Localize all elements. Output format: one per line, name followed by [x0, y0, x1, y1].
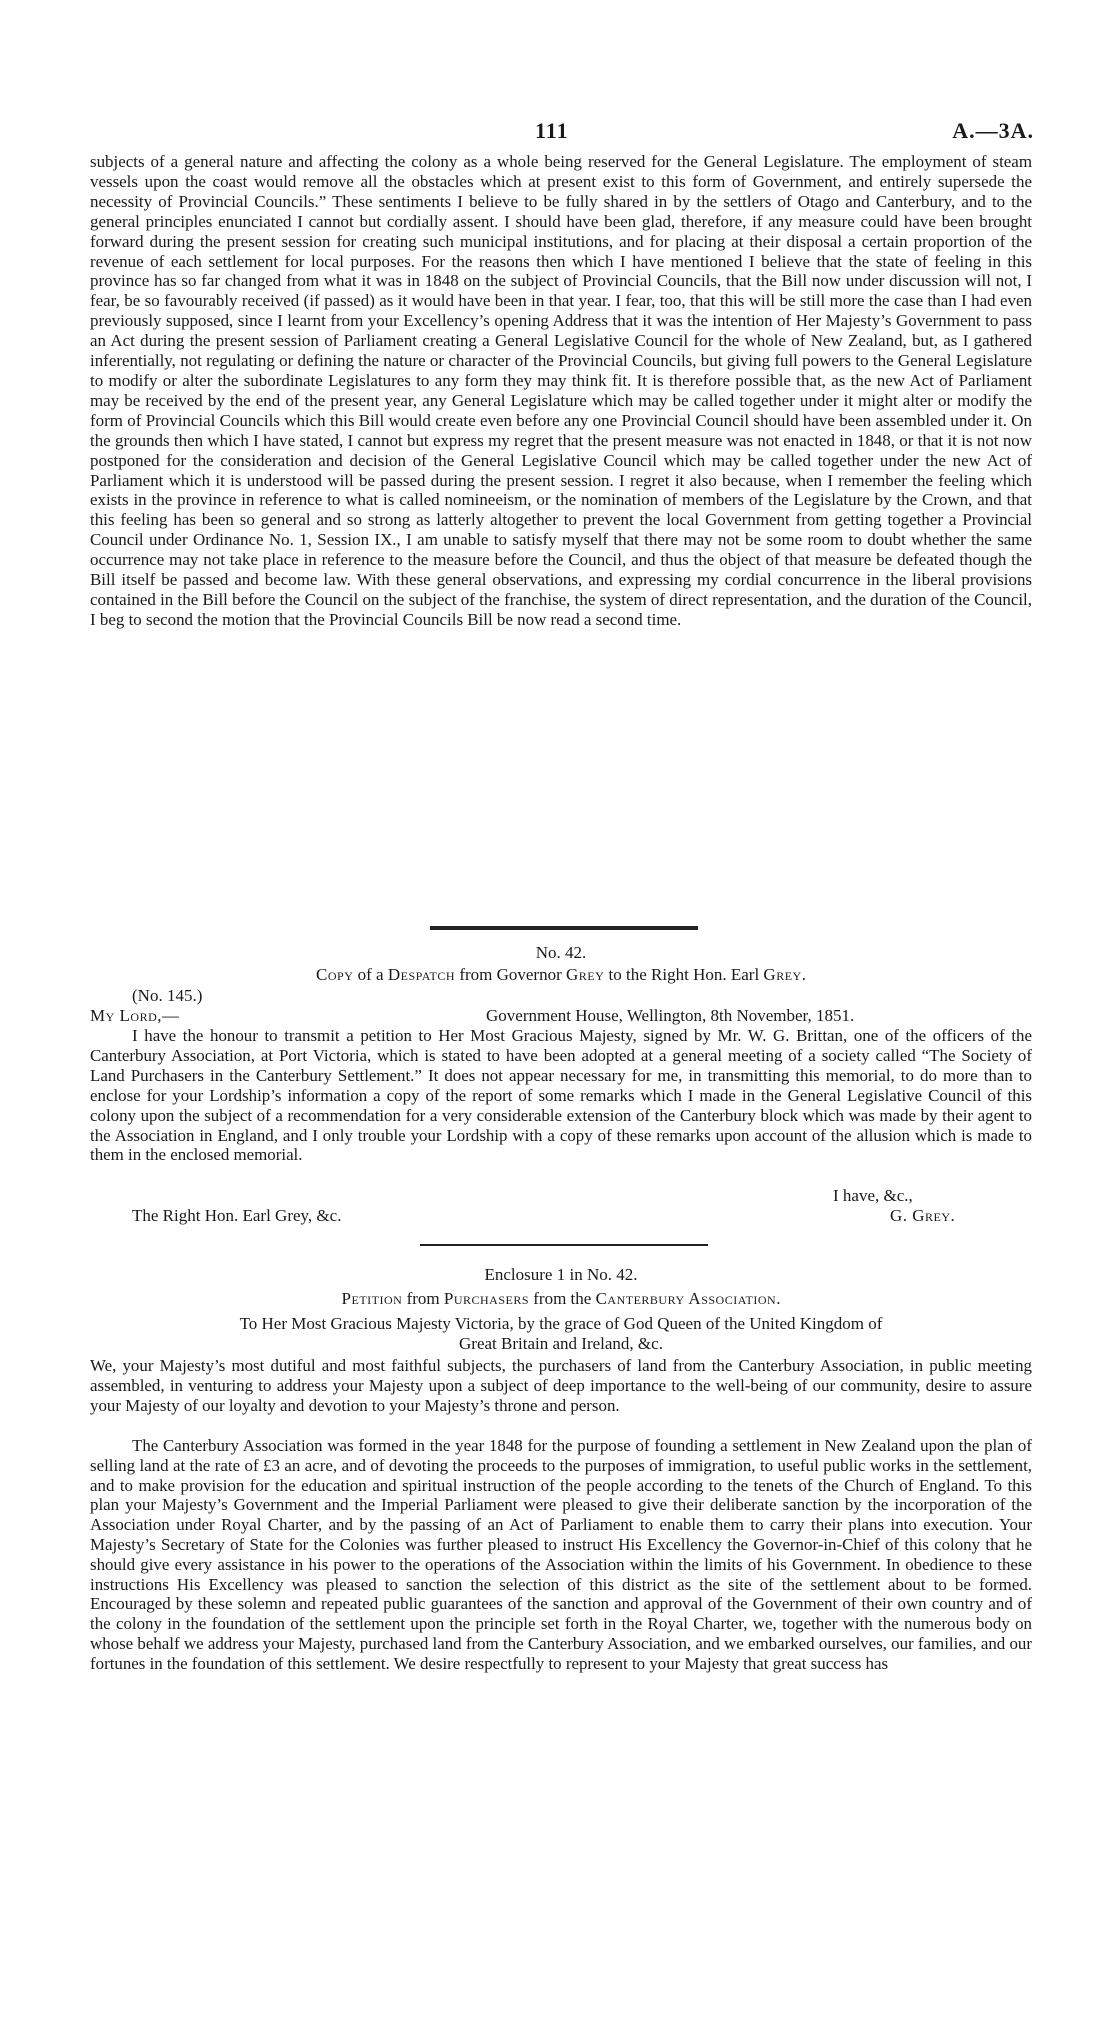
petition-paragraph-1: We, your Majesty’s most dutiful and most faithful subjects, the purchasers of land from the Canterbury Association, in public meeting assembled, in venturing to address your Majesty upon a subject of deep importance to the well-being of our community, desire to assure your Majesty of our loyalty and devotion to your Majesty’s throne and person.	[90, 1356, 1032, 1415]
section-divider-light	[420, 1244, 708, 1246]
enclosure-title-from: from	[402, 1289, 444, 1308]
enclosure-heading: Enclosure 1 in No. 42.	[484, 1265, 638, 1284]
enclosure-title-purchasers: Purchasers	[443, 1289, 530, 1308]
page-reference: A.—3A.	[952, 118, 1034, 143]
despatch-title-from: from Governor	[455, 965, 567, 984]
petition-address-line2: Great Britain and Ireland, &c.	[459, 1334, 663, 1353]
enclosure-title	[90, 1289, 1032, 1309]
despatch-title-copy: Copy	[316, 965, 354, 984]
page-number: 111	[535, 118, 569, 143]
enclosure-title-from-the: from the	[529, 1289, 596, 1308]
despatch-title-earl-grey: Grey	[763, 965, 802, 984]
section-divider-heavy	[430, 926, 698, 930]
despatch-addressee: The Right Hon. Earl Grey, &c.	[132, 1206, 342, 1225]
despatch-title-grey: Grey	[566, 965, 605, 984]
despatch-number: No. 42.	[535, 943, 587, 962]
despatch-ref: (No. 145.)	[132, 986, 203, 1005]
enclosure-title-end: .	[776, 1289, 781, 1308]
despatch-title-end: .	[801, 965, 806, 984]
despatch-body: I have the honour to transmit a petition to Her Most Gracious Majesty, signed by Mr. W. G. Brittan, one of the officers of the Canterbury Association, at Port Victoria, which is stated to have been adopted at a general meeting of a society called “The Society of Land Purchasers in the Canterbury Settlement.” It does not appear necessary for me, in transmitting this memorial, to do more than to enclose for your Lordship’s information a copy of the report of some remarks which I made in the General Legislative Council of this colony upon the subject of a recommendation for a very considerable extension of the Canterbury block which was made by their agent to the Association in England, and I only trouble your Lordship with a copy of these remarks upon account of the allusion which is made to them in the enclosed memorial.	[90, 1026, 1032, 1165]
despatch-signature: G. Grey.	[890, 1206, 956, 1225]
enclosure-title-association: Canterbury Association	[595, 1289, 777, 1308]
enclosure-title-petition: Petition	[341, 1289, 403, 1308]
despatch-title-of-a: of a	[353, 965, 388, 984]
despatch-place-date: Government House, Wellington, 8th November, 1851.	[486, 1006, 855, 1025]
despatch-closing: I have, &c.,	[833, 1186, 913, 1205]
petition-address-line1: To Her Most Gracious Majesty Victoria, by the grace of God Queen of the United Kingdom of	[239, 1314, 883, 1333]
continued-paragraph: subjects of a general nature and affecting the colony as a whole being reserved for the General Legislature. The employment of steam vessels upon the coast would remove all the obstacles which at present exist to this form of Government, and entirely supersede the necessity of Provincial Councils.” These sentiments I believe to be fully shared in by the settlers of Otago and Canterbury, and to the general principles enunciated I cannot but cordially assent. I should have been glad, therefore, if any measure could have been brought forward during the present session for creating such municipal institutions, and for placing at their disposal a certain proportion of the revenue of each settlement for local purposes. For the reasons then which I have mentioned I believe that the state of feeling in this province has so far changed from what it was in 1848 on the subject of Provincial Councils, that the Bill now under discussion will not, I fear, be so favourably received (if passed) as it would have been in that year. I fear, too, that this will be still more the case than I had even previously supposed, since I learnt from your Excellency’s opening Address that it was the intention of Her Majesty’s Government to pass an Act during the present session of Parliament creating a General Legislative Council for the whole of New Zealand, but, as I gathered inferentially, not regulating or defining the nature or character of the Provincial Councils, but giving full powers to the General Legislature to modify or alter the subordinate Legislatures to any form they may think fit. It is therefore possible that, as the new Act of Parliament may be received by the end of the present year, any General Legislature which may be called together under it might alter or modify the form of Provincial Councils which this Bill would create even before any one Provincial Council should have been assembled under it. On the grounds then which I have stated, I cannot but express my regret that the present measure was not enacted in 1848, or that it is not now postponed for the consideration and decision of the General Legislative Council which may be called together under the new Act of Parliament which it is understood will be passed during the present session. I regret it also because, when I remember the feeling which exists in the province in reference to what is called nomineeism, or the nomination of members of the Legislature by the Crown, and that this feeling has been so general and so strong as latterly altogether to prevent the local Government from getting together a Provincial Council under Ordinance No. 1, Session IX., I am unable to satisfy myself that there may not be some room to doubt whether the same occurrence may not take place in reference to the measure before the Council, and thus the object of that measure be defeated though the Bill itself be passed and become law. With these general observations, and expressing my cordial concurrence in the liberal provisions contained in the Bill before the Council on the subject of the franchise, the system of direct representation, and the duration of the Council, I beg to second the motion that the Provincial Councils Bill be now read a second time.	[90, 152, 1032, 629]
despatch-salutation: My Lord,—	[90, 1006, 180, 1025]
despatch-title	[90, 965, 1032, 985]
despatch-title-despatch: Despatch	[387, 965, 456, 984]
despatch-title-to: to the Right Hon. Earl	[604, 965, 764, 984]
petition-paragraph-2: The Canterbury Association was formed in the year 1848 for the purpose of founding a settlement in New Zealand upon the plan of selling land at the rate of £3 an acre, and of devoting the proceeds to the purposes of immigration, to useful public works in the settlement, and to make provision for the education and spiritual instruction of the people according to the tenets of the Church of England. To this plan your Majesty’s Government and the Imperial Parliament were pleased to give their deliberate sanction by the incorporation of the Association under Royal Charter, and by the passing of an Act of Parliament to enable them to carry their plans into execution. Your Majesty’s Secretary of State for the Colonies was further pleased to instruct His Excellency the Governor-in-Chief of this colony that he should give every assistance in his power to the operations of the Association within the limits of his Government. In obedience to these instructions His Excellency was pleased to sanction the selection of this district as the site of the settlement about to be formed. Encouraged by these solemn and repeated public guarantees of the sanction and approval of the Government of their own country and of the colony in the foundation of the settlement upon the principle set forth in the Royal Charter, we, together with the numerous body on whose behalf we address your Majesty, purchased land from the Canterbury Association, and we embarked ourselves, our families, and our fortunes in the foundation of this settlement. We desire respectfully to represent to your Majesty that great success has	[90, 1436, 1032, 1673]
